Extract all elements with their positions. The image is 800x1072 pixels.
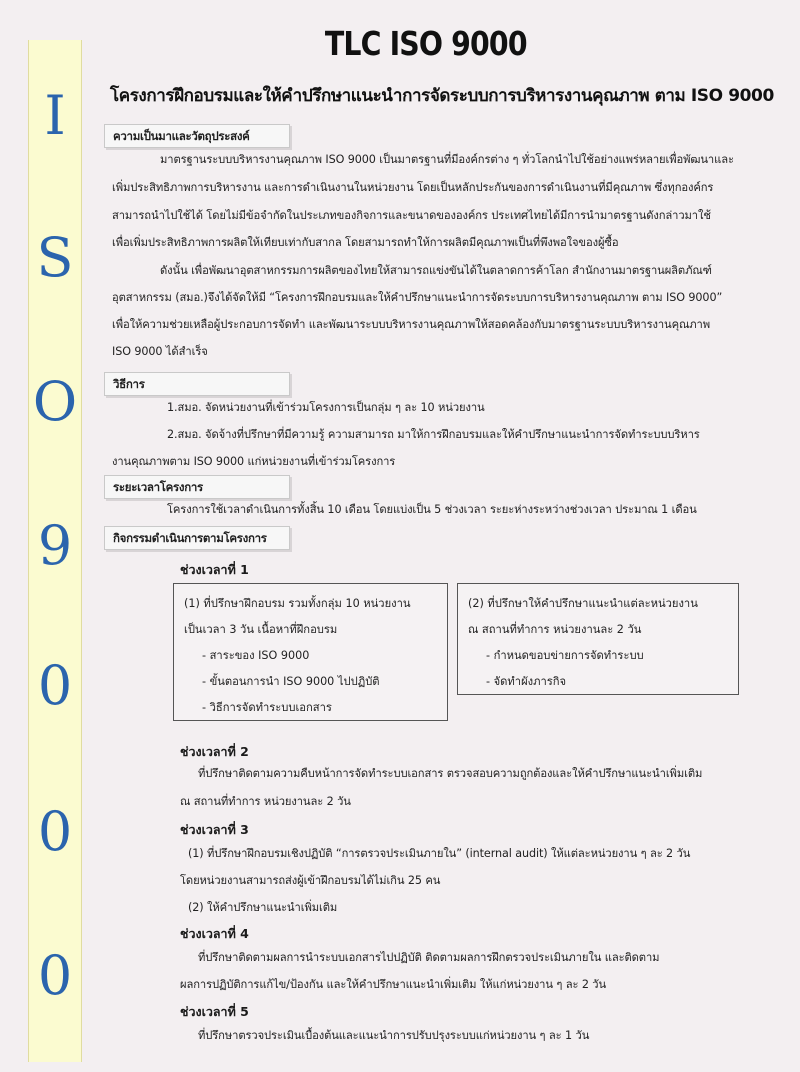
section-header-activities: กิจกรรมดำเนินการตามโครงการ <box>104 526 290 550</box>
background-line: สามารถนำไปใช้ได้ โดยไม่มีข้อจำกัดในประเภทของกิจการและขนาดขององค์กร ประเทศไทยได้มีการนำมาตรฐานดังกล่าวมาใช้ <box>112 209 711 222</box>
background-line: ดังนั้น เพื่อพัฒนาอุตสาหกรรมการผลิตของไทยให้สามารถแข่งขันได้ในตลาดการค้าโลก สำนักงานมาตรฐานผลิตภัณฑ์ <box>160 264 712 277</box>
background-line: เพิ่มประสิทธิภาพการบริหารงาน และการดำเนินงานในหน่วยงาน โดยเป็นหลักประกันของการดำเนินงานที่มีคุณภาพ ซึ่งทุกองค์กร <box>112 181 714 194</box>
period-3-line: โดยหน่วยงานสามารถส่งผู้เข้าฝึกอบรมได้ไม่เกิน 25 คน <box>180 874 441 887</box>
side-letter: O <box>32 370 78 433</box>
background-line: มาตรฐานระบบบริหารงานคุณภาพ ISO 9000 เป็นมาตรฐานที่มีองค์กรต่าง ๆ ทั่วโลกนำไปใช้อย่างแพร่หลายเพื่อพัฒนาและ <box>160 153 734 166</box>
period-3-line: (1) ที่ปรึกษาฝึกอบรมเชิงปฏิบัติ “การตรวจประเมินภายใน” (internal audit) ให้แต่ละหน่วยงาน ๆ ละ 2 วัน <box>188 847 691 860</box>
section-header-duration: ระยะเวลาโครงการ <box>104 475 290 499</box>
period-1-box-training <box>173 583 448 721</box>
period-2-line: ที่ปรึกษาติดตามความคืบหน้าการจัดทำระบบเอกสาร ตรวจสอบความถูกต้องและให้คำปรึกษาแนะนำเพิ่มเติม <box>198 767 703 780</box>
period-3-line: (2) ให้คำปรึกษาแนะนำเพิ่มเติม <box>188 901 338 914</box>
side-letter: 0 <box>37 800 73 863</box>
method-line: 1.สมอ. จัดหน่วยงานที่เข้าร่วมโครงการเป็นกลุ่ม ๆ ละ 10 หน่วยงาน <box>167 401 485 414</box>
background-line: เพื่อเพิ่มประสิทธิภาพการผลิตให้เทียบเท่ากับสากล โดยสามารถทำให้การผลิตมีคุณภาพเป็นที่พึงพอใจของผู้ซื้อ <box>112 236 619 249</box>
period-4-line: ผลการปฏิบัติการแก้ไข/ป้องกัน และให้คำปรึกษาแนะนำเพิ่มเติม ให้แก่หน่วยงาน ๆ ละ 2 วัน <box>180 978 607 991</box>
method-line: 2.สมอ. จัดจ้างที่ปรึกษาที่มีความรู้ ความสามารถ มาให้การฝึกอบรมและให้คำปรึกษาแนะนำการจัดทำระบบบริหาร <box>167 428 700 441</box>
period-4-label: ช่วงเวลาที่ 4 <box>180 926 249 941</box>
side-letter: 0 <box>37 654 73 717</box>
box-line: - จัดทำผังภารกิจ <box>486 675 567 688</box>
background-line: ISO 9000 ได้สำเร็จ <box>112 345 208 358</box>
box-line: - ขั้นตอนการนำ ISO 9000 ไปปฏิบัติ <box>202 675 380 688</box>
box-line: ณ สถานที่ทำการ หน่วยงานละ 2 วัน <box>468 623 642 636</box>
period-1-label: ช่วงเวลาที่ 1 <box>180 562 249 577</box>
box-line: - สาระของ ISO 9000 <box>202 649 310 662</box>
side-letter: S <box>36 226 74 289</box>
background-line: อุตสาหกรรม (สมอ.)จึงได้จัดให้มี “โครงการฝึกอบรมและให้คำปรึกษาแนะนำการจัดระบบการบริหารงานคุณภาพ ตาม ISO 9000” <box>112 291 723 304</box>
box-line: - วิธีการจัดทำระบบเอกสาร <box>202 701 332 714</box>
background-line: เพื่อให้ความช่วยเหลือผู้ประกอบการจัดทำ และพัฒนาระบบบริหารงานคุณภาพให้สอดคล้องกับมาตรฐานระบบบริหารงานคุณภาพ <box>112 318 710 331</box>
side-banner <box>28 40 82 1062</box>
period-4-line: ที่ปรึกษาติดตามผลการนำระบบเอกสารไปปฏิบัติ ติดตามผลการฝึกตรวจประเมินภายใน และติดตาม <box>198 951 660 964</box>
period-3-label: ช่วงเวลาที่ 3 <box>180 822 249 837</box>
box-line: เป็นเวลา 3 วัน เนื้อหาที่ฝึกอบรม <box>184 623 338 636</box>
section-header-background: ความเป็นมาและวัตถุประสงค์ <box>104 124 290 148</box>
period-1-box-consulting <box>457 583 739 695</box>
page-title: TLC ISO 9000 <box>324 24 527 63</box>
page-subtitle: โครงการฝึกอบรมและให้คำปรึกษาแนะนำการจัดระบบการบริหารงานคุณภาพ ตาม ISO 9000 <box>110 86 774 106</box>
box-line: (2) ที่ปรึกษาให้คำปรึกษาแนะนำแต่ละหน่วยงาน <box>468 597 698 610</box>
period-5-line: ที่ปรึกษาตรวจประเมินเบื้องต้นและแนะนำการปรับปรุงระบบแก่หน่วยงาน ๆ ละ 1 วัน <box>198 1029 590 1042</box>
period-2-line: ณ สถานที่ทำการ หน่วยงานละ 2 วัน <box>180 795 351 808</box>
period-2-label: ช่วงเวลาที่ 2 <box>180 744 249 759</box>
section-header-method: วิธีการ <box>104 372 290 396</box>
side-letter: 0 <box>37 944 73 1007</box>
box-line: - กำหนดขอบข่ายการจัดทำระบบ <box>486 649 644 662</box>
method-line: งานคุณภาพตาม ISO 9000 แก่หน่วยงานที่เข้าร่วมโครงการ <box>112 455 396 468</box>
side-letter: I <box>44 84 66 147</box>
duration-line: โครงการใช้เวลาดำเนินการทั้งสิ้น 10 เดือน โดยแบ่งเป็น 5 ช่วงเวลา ระยะห่างระหว่างช่วงเวลา ประมาณ 1 เดือน <box>167 503 697 516</box>
side-letter: 9 <box>37 514 73 577</box>
period-5-label: ช่วงเวลาที่ 5 <box>180 1004 249 1019</box>
box-line: (1) ที่ปรึกษาฝึกอบรม รวมทั้งกลุ่ม 10 หน่วยงาน <box>184 597 411 610</box>
